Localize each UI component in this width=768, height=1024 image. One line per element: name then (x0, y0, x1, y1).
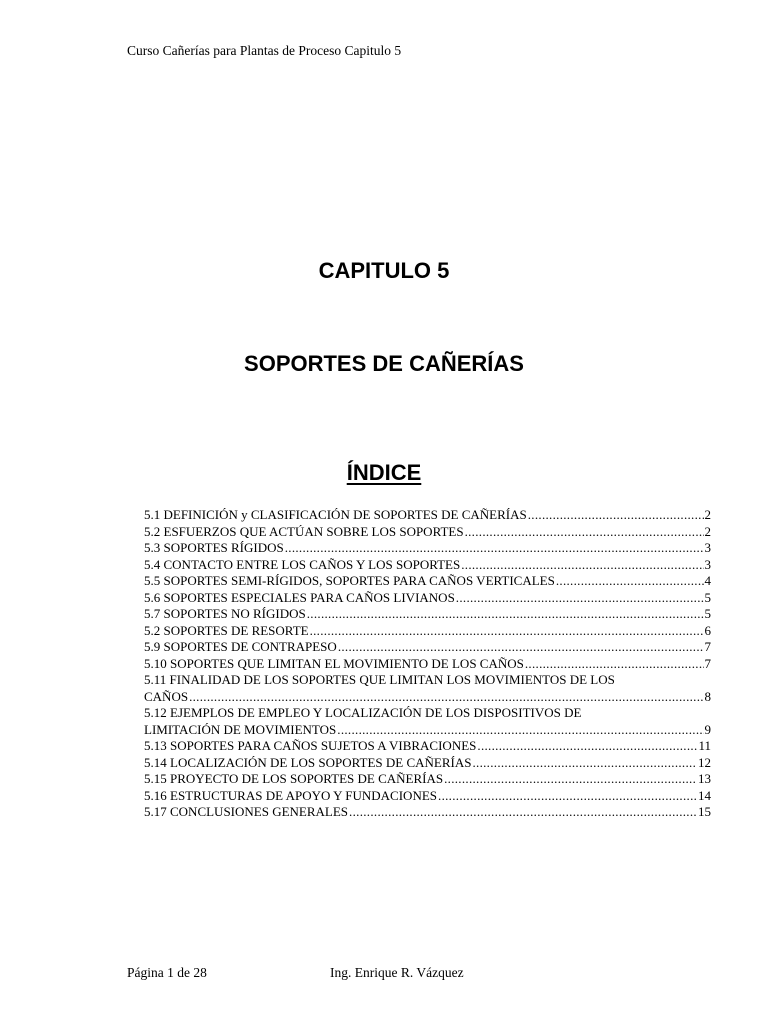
dot-leader (461, 557, 703, 574)
dot-leader (310, 623, 704, 640)
toc-page-number: 9 (704, 721, 711, 737)
toc-page-number: 4 (704, 573, 711, 588)
toc-entry-label-line2: CAÑOS (144, 688, 189, 704)
toc-entry-label-line2: LIMITACIÓN DE MOVIMIENTOS (144, 721, 337, 737)
toc-page-number: 8 (704, 688, 711, 704)
toc-page-number: 14 (698, 787, 711, 803)
toc-entry-label: 5.2 SOPORTES DE RESORTE (144, 622, 309, 638)
toc-entry-5-13[interactable] (144, 738, 711, 755)
toc-page-number: 12 (698, 754, 711, 770)
toc-page-number: 11 (698, 738, 711, 753)
toc-entry-label: 5.3 SOPORTES RÍGIDOS (144, 540, 284, 555)
toc-entry-5-14[interactable] (144, 755, 711, 772)
toc-entry-label: 5.15 PROYECTO DE LOS SOPORTES DE CAÑERÍAS (144, 771, 444, 786)
dot-leader (337, 722, 703, 739)
toc-page-number: 5 (704, 606, 711, 621)
toc-entry-label: 5.14 LOCALIZACIÓN DE LOS SOPORTES DE CAÑERÍAS (144, 754, 472, 770)
toc-entry-label: 5.4 CONTACTO ENTRE LOS CAÑOS Y LOS SOPORTES (144, 556, 461, 572)
toc-entry-label-line1: 5.11 FINALIDAD DE LOS SOPORTES QUE LIMITAN LOS MOVIMIENTOS DE LOS (144, 672, 615, 687)
toc-entry-5-15[interactable] (144, 771, 711, 788)
toc-entry-label: 5.1 DEFINICIÓN y CLASIFICACIÓN DE SOPORTES DE CAÑERÍAS (144, 507, 527, 522)
toc-page-number: 6 (704, 622, 711, 638)
toc-entry-5-1[interactable] (144, 507, 711, 524)
dot-leader (472, 755, 697, 772)
toc-entry-5-8[interactable] (144, 623, 711, 640)
toc-entry-label: 5.16 ESTRUCTURAS DE APOYO Y FUNDACIONES (144, 787, 438, 803)
toc-entry-label: 5.10 SOPORTES QUE LIMITAN EL MOVIMIENTO DE LOS CAÑOS (144, 655, 524, 671)
chapter-title: CAPITULO 5 (318, 258, 450, 283)
toc-entry-label: 5.13 SOPORTES PARA CAÑOS SUJETOS A VIBRACIONES (144, 738, 477, 753)
toc-entry-label: 5.17 CONCLUSIONES GENERALES (144, 804, 349, 819)
chapter-subtitle: SOPORTES DE CAÑERÍAS (244, 351, 524, 376)
toc-entry-label: 5.6 SOPORTES ESPECIALES PARA CAÑOS LIVIANOS (144, 589, 455, 605)
dot-leader (525, 656, 704, 673)
toc-page-number: 15 (698, 804, 711, 819)
dot-leader (349, 804, 697, 821)
footer-author: Ing. Enrique R. Vázquez (330, 965, 464, 980)
dot-leader (444, 771, 697, 788)
index-heading: ÍNDICE (346, 460, 422, 485)
toc-entry-5-11[interactable] (144, 672, 711, 705)
toc-entry-5-16[interactable] (144, 788, 711, 805)
running-header: Curso Cañerías para Plantas de Proceso Capitulo 5 (127, 43, 402, 58)
toc-entry-5-17[interactable] (144, 804, 711, 821)
toc-entry-label: 5.7 SOPORTES NO RÍGIDOS (144, 606, 306, 621)
toc-entry-label: 5.2 ESFUERZOS QUE ACTÚAN SOBRE LOS SOPORTES (144, 523, 464, 539)
toc-entry-5-7[interactable] (144, 606, 711, 623)
toc-entry-5-12[interactable] (144, 705, 711, 738)
dot-leader (307, 606, 704, 623)
toc-entry-5-2[interactable] (144, 524, 711, 541)
dot-leader (438, 788, 697, 805)
toc-entry-5-5[interactable] (144, 573, 711, 590)
toc-page-number: 3 (704, 556, 711, 572)
dot-leader (285, 540, 704, 557)
dot-leader (338, 639, 704, 656)
toc-page-number: 2 (704, 523, 711, 539)
dot-leader (456, 590, 704, 607)
toc-entry-5-6[interactable] (144, 590, 711, 607)
footer-page-number: Página 1 de 28 (127, 965, 207, 980)
toc-page-number: 13 (698, 771, 711, 786)
toc-entry-5-4[interactable] (144, 557, 711, 574)
table-of-contents (144, 507, 711, 821)
toc-page-number: 5 (704, 589, 711, 605)
toc-page-number: 3 (704, 540, 711, 555)
dot-leader (528, 507, 704, 524)
dot-leader (556, 573, 704, 590)
dot-leader (465, 524, 704, 541)
toc-entry-5-9[interactable] (144, 639, 711, 656)
toc-page-number: 7 (704, 639, 711, 654)
dot-leader (189, 689, 703, 706)
toc-entry-5-3[interactable] (144, 540, 711, 557)
dot-leader (477, 738, 697, 755)
toc-entry-5-10[interactable] (144, 656, 711, 673)
toc-entry-label-line1: 5.12 EJEMPLOS DE EMPLEO Y LOCALIZACIÓN DE LOS DISPOSITIVOS DE (144, 705, 582, 720)
toc-page-number: 2 (704, 507, 711, 522)
toc-page-number: 7 (704, 655, 711, 671)
toc-entry-label: 5.5 SOPORTES SEMI-RÍGIDOS, SOPORTES PARA CAÑOS VERTICALES (144, 573, 555, 588)
toc-entry-label: 5.9 SOPORTES DE CONTRAPESO (144, 639, 337, 654)
